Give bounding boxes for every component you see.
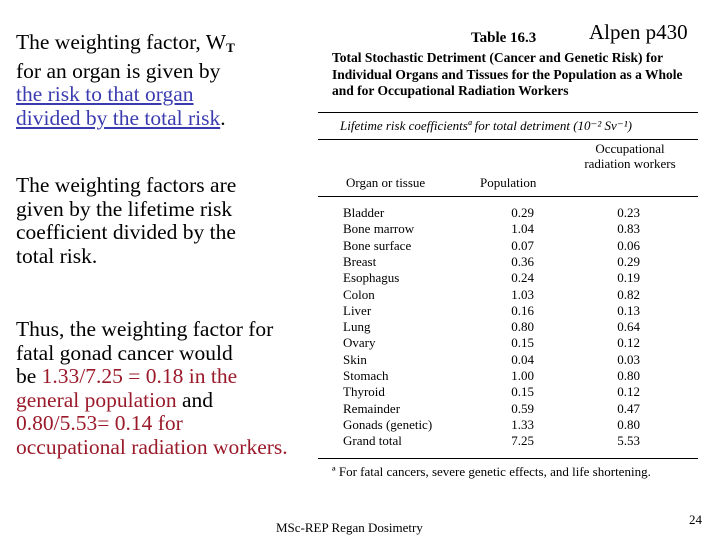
cell-organ: Bone marrow — [343, 221, 415, 237]
table-rule-header — [318, 196, 698, 197]
cell-occupational: 0.13 — [617, 302, 640, 318]
cell-organ: Skin — [343, 351, 367, 367]
cell-population: 0.16 — [511, 302, 534, 318]
column-header-population: Population — [480, 175, 537, 190]
cell-population: 1.03 — [511, 286, 534, 302]
cell-organ: Bladder — [343, 205, 385, 220]
example-line-2: fatal gonad cancer would — [16, 340, 233, 365]
table-number: Table 16.3 — [471, 30, 537, 46]
table-rule-units — [318, 139, 698, 140]
page-number: 24 — [689, 512, 702, 527]
cell-organ: Liver — [343, 302, 372, 318]
cell-population: 0.59 — [511, 400, 534, 416]
table-row — [318, 303, 698, 319]
example-line-4: general population — [16, 387, 177, 412]
cell-occupational: 0.80 — [617, 416, 640, 432]
example-line-1: Thus, the weighting factor for — [16, 317, 274, 341]
intro-text-b: for an organ is given by — [16, 58, 221, 83]
table-rule-bottom — [318, 458, 698, 459]
table-row — [318, 270, 698, 286]
cell-occupational: 0.80 — [617, 368, 640, 383]
table-row — [318, 238, 698, 254]
example-line-3b: 1.33/7.25 = 0.18 in the — [41, 364, 238, 388]
table-row — [318, 384, 698, 400]
cell-population: 7.25 — [511, 433, 534, 449]
table-title: Total Stochastic Detriment (Cancer and Genetic Risk) for Individual Organs and Tissues for the Population as a Whole and for Occupational Radiation Workers — [332, 50, 683, 98]
column-header-occupational: Occupational radiation workers — [584, 141, 676, 171]
footer-text: MSc-REP Regan Dosimetry — [276, 520, 423, 535]
cell-occupational: 0.23 — [617, 205, 640, 220]
table-row — [318, 254, 698, 270]
cell-organ: Stomach — [343, 368, 389, 383]
column-header-organ: Organ or tissue — [346, 175, 426, 190]
cell-population: 0.24 — [511, 270, 534, 286]
cell-organ: Lung — [343, 319, 371, 335]
table-row — [318, 221, 698, 237]
example-line-3a: be — [16, 364, 42, 388]
cell-organ: Remainder — [343, 400, 401, 416]
explanation-line-2: given by the lifetime risk — [16, 196, 233, 221]
cell-population: 0.15 — [511, 384, 534, 400]
cell-occupational: 0.83 — [617, 221, 640, 237]
cell-population: 0.36 — [511, 253, 534, 269]
reference-label: Alpen p430 — [589, 20, 688, 44]
cell-occupational: 0.06 — [617, 237, 640, 253]
table-row — [318, 319, 698, 335]
table-row — [318, 205, 698, 221]
intro-link-2[interactable]: divided by the total risk — [16, 105, 221, 130]
cell-population: 1.33 — [511, 416, 534, 432]
intro-link-1[interactable]: the risk to that organ — [16, 82, 194, 106]
cell-organ: Colon — [343, 286, 375, 302]
cell-occupational: 0.82 — [617, 286, 640, 302]
intro-end: . — [220, 105, 226, 130]
table-row — [318, 417, 698, 433]
cell-organ: Grand total — [343, 433, 402, 449]
explanation-line-3: coefficient divided by the — [16, 220, 236, 244]
cell-occupational: 0.19 — [617, 270, 640, 286]
intro-paragraph — [16, 31, 316, 130]
intro-text-a: The weighting factor, W — [16, 30, 227, 54]
cell-occupational: 0.03 — [617, 351, 640, 367]
table-units: Lifetime risk coefficientsª for total detriment (10⁻² Sv⁻¹) — [340, 118, 632, 133]
table-row — [318, 433, 698, 449]
cell-organ: Breast — [343, 253, 377, 269]
cell-population: 0.29 — [511, 205, 534, 220]
cell-organ: Esophagus — [343, 270, 400, 286]
example-line-5: 0.80/5.53= 0.14 for — [16, 411, 183, 435]
cell-occupational: 0.12 — [617, 335, 640, 351]
cell-occupational: 0.12 — [617, 384, 640, 400]
cell-organ: Thyroid — [343, 384, 385, 400]
cell-occupational: 5.53 — [617, 433, 640, 449]
explanation-line-1: The weighting factors are — [16, 173, 237, 197]
cell-occupational: 0.64 — [617, 319, 640, 335]
cell-organ: Bone surface — [343, 237, 412, 253]
cell-occupational: 0.47 — [617, 400, 640, 416]
cell-population: 0.80 — [511, 319, 534, 335]
intro-subscript: T — [226, 40, 235, 55]
cell-population: 0.15 — [511, 335, 534, 351]
cell-population: 0.04 — [511, 351, 534, 367]
cell-organ: Gonads (genetic) — [343, 416, 433, 432]
cell-occupational: 0.29 — [617, 253, 640, 269]
table-row — [318, 335, 698, 351]
explanation-paragraph — [16, 174, 316, 268]
table-rule-top — [318, 112, 698, 113]
cell-organ: Ovary — [343, 335, 376, 351]
cell-population: 0.07 — [511, 237, 534, 253]
table-footnote: ª For fatal cancers, severe genetic effects, and life shortening. — [332, 464, 651, 479]
cell-population: 1.00 — [511, 368, 534, 383]
example-line-6: occupational radiation workers. — [16, 434, 288, 459]
explanation-line-4: total risk. — [16, 243, 98, 268]
table-row — [318, 352, 698, 368]
example-line-4b: and — [176, 387, 214, 412]
example-paragraph — [16, 318, 336, 459]
cell-population: 1.04 — [511, 221, 534, 237]
table-row — [318, 368, 698, 384]
table-row — [318, 401, 698, 417]
table-row — [318, 287, 698, 303]
